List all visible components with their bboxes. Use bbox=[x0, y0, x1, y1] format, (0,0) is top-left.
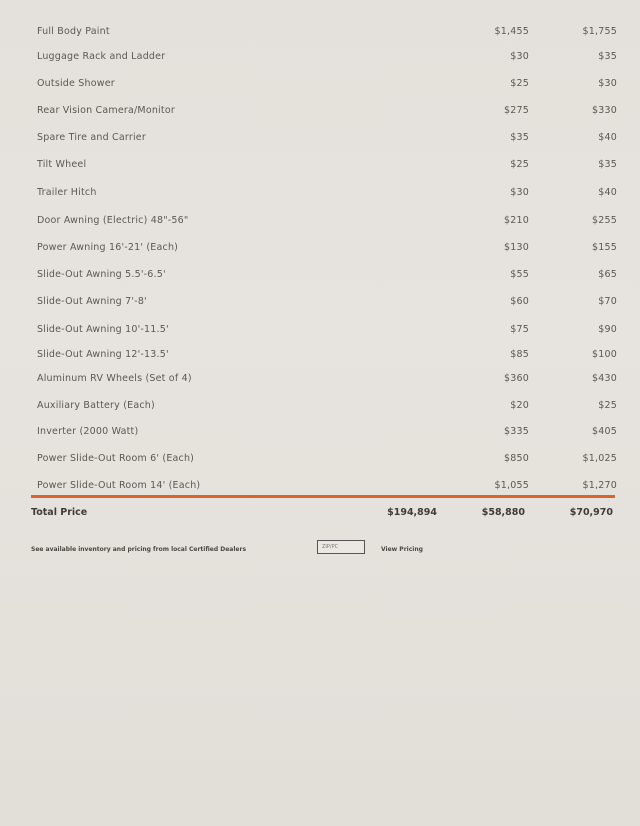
option-price-2: $40 bbox=[598, 132, 617, 143]
option-row bbox=[0, 320, 640, 342]
option-price-1: $360 bbox=[504, 373, 529, 384]
option-name: Power Slide-Out Room 6' (Each) bbox=[37, 453, 195, 464]
option-name: Tilt Wheel bbox=[37, 159, 87, 170]
total-price-value-2: $58,880 bbox=[481, 507, 525, 518]
total-divider bbox=[31, 495, 615, 498]
option-price-1: $55 bbox=[510, 269, 529, 280]
option-price-2: $25 bbox=[598, 400, 617, 411]
option-price-1: $85 bbox=[510, 349, 529, 360]
option-name: Trailer Hitch bbox=[37, 187, 97, 198]
option-price-1: $335 bbox=[504, 426, 529, 437]
option-price-2: $1,025 bbox=[582, 453, 617, 464]
option-name: Outside Shower bbox=[37, 78, 115, 89]
option-price-2: $30 bbox=[598, 78, 617, 89]
total-price-value-3: $70,970 bbox=[569, 507, 613, 518]
option-row bbox=[0, 74, 640, 96]
option-row bbox=[0, 449, 640, 471]
option-price-1: $25 bbox=[510, 159, 529, 170]
option-price-2: $330 bbox=[592, 105, 617, 116]
option-name: Inverter (2000 Watt) bbox=[37, 426, 139, 437]
option-row bbox=[0, 238, 640, 260]
total-price-row bbox=[0, 506, 640, 524]
option-price-1: $275 bbox=[504, 105, 529, 116]
dealer-pricing-footer bbox=[31, 540, 611, 560]
option-name: Slide-Out Awning 10'-11.5' bbox=[37, 324, 169, 335]
option-row bbox=[0, 47, 640, 69]
option-price-1: $130 bbox=[504, 242, 529, 253]
option-row bbox=[0, 369, 640, 391]
option-price-1: $850 bbox=[504, 453, 529, 464]
option-price-1: $75 bbox=[510, 324, 529, 335]
option-name: Auxiliary Battery (Each) bbox=[37, 400, 155, 411]
option-row bbox=[0, 128, 640, 150]
option-price-2: $1,270 bbox=[582, 480, 617, 491]
option-price-2: $255 bbox=[592, 215, 617, 226]
option-row bbox=[0, 155, 640, 177]
option-row bbox=[0, 211, 640, 233]
option-row bbox=[0, 292, 640, 314]
total-price-value-1: $194,894 bbox=[387, 507, 437, 518]
option-name: Slide-Out Awning 7'-8' bbox=[37, 296, 147, 307]
option-price-1: $20 bbox=[510, 400, 529, 411]
option-row bbox=[0, 22, 640, 44]
option-price-1: $30 bbox=[510, 187, 529, 198]
option-row bbox=[0, 183, 640, 205]
dealer-pricing-text: See available inventory and pricing from local Certified Dealers bbox=[31, 546, 247, 553]
option-price-1: $30 bbox=[510, 51, 529, 62]
option-name: Aluminum RV Wheels (Set of 4) bbox=[37, 373, 192, 384]
option-price-1: $35 bbox=[510, 132, 529, 143]
option-price-2: $1,755 bbox=[582, 26, 617, 37]
option-price-1: $25 bbox=[510, 78, 529, 89]
option-price-2: $40 bbox=[598, 187, 617, 198]
option-price-2: $65 bbox=[598, 269, 617, 280]
option-row bbox=[0, 345, 640, 367]
option-name: Rear Vision Camera/Monitor bbox=[37, 105, 175, 116]
zip-input[interactable] bbox=[317, 540, 365, 554]
option-price-2: $35 bbox=[598, 159, 617, 170]
option-row bbox=[0, 396, 640, 418]
option-price-2: $100 bbox=[592, 349, 617, 360]
option-price-2: $35 bbox=[598, 51, 617, 62]
option-name: Luggage Rack and Ladder bbox=[37, 51, 166, 62]
option-price-1: $1,055 bbox=[494, 480, 529, 491]
option-name: Door Awning (Electric) 48"-56" bbox=[37, 215, 189, 226]
option-price-2: $90 bbox=[598, 324, 617, 335]
option-name: Spare Tire and Carrier bbox=[37, 132, 146, 143]
option-name: Slide-Out Awning 5.5'-6.5' bbox=[37, 269, 166, 280]
option-price-2: $430 bbox=[592, 373, 617, 384]
option-price-1: $1,455 bbox=[494, 26, 529, 37]
option-price-2: $155 bbox=[592, 242, 617, 253]
view-pricing-link[interactable]: View Pricing bbox=[381, 546, 423, 553]
option-name: Slide-Out Awning 12'-13.5' bbox=[37, 349, 169, 360]
option-row bbox=[0, 265, 640, 287]
option-name: Full Body Paint bbox=[37, 26, 110, 37]
option-price-1: $210 bbox=[504, 215, 529, 226]
option-price-2: $405 bbox=[592, 426, 617, 437]
total-price-label: Total Price bbox=[31, 507, 88, 518]
option-row bbox=[0, 101, 640, 123]
option-row bbox=[0, 422, 640, 444]
option-name: Power Awning 16'-21' (Each) bbox=[37, 242, 179, 253]
option-price-1: $60 bbox=[510, 296, 529, 307]
option-price-2: $70 bbox=[598, 296, 617, 307]
option-name: Power Slide-Out Room 14' (Each) bbox=[37, 480, 201, 491]
